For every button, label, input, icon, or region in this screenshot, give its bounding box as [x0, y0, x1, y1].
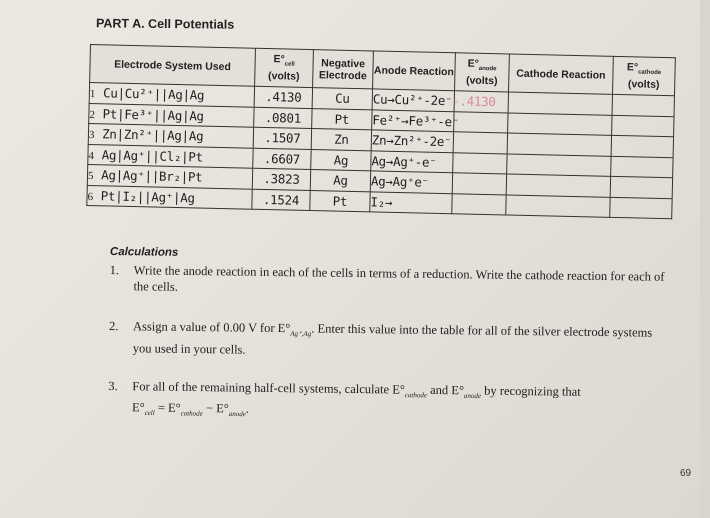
negative-electrode-5: Ag — [310, 170, 370, 192]
header-e-anode-sub: anode — [478, 65, 497, 73]
header-e-anode-unit: (volts) — [465, 74, 498, 88]
anode-pink-note-1: -.4130 — [452, 93, 496, 110]
cell-potentials-table-area — [87, 44, 710, 210]
item-3-number: 3. — [108, 378, 118, 393]
negative-electrode-6: Pt — [310, 190, 370, 212]
row-number-2: 2 — [89, 108, 95, 121]
cell-potentials-table — [86, 44, 676, 219]
equation-equals: = E° — [154, 400, 181, 415]
e-anode-value-6 — [452, 193, 506, 215]
header-e-cell-symbol: E° — [273, 53, 285, 66]
header-e-cell-sub: cell — [284, 61, 295, 68]
header-e-cell — [255, 48, 314, 87]
header-anode-reaction: Anode Reaction — [373, 51, 456, 91]
header-e-cell-unit: (volts) — [267, 70, 300, 83]
cathode-reaction-4 — [507, 153, 611, 176]
cell-system-6 — [87, 185, 252, 209]
cathode-reaction-3 — [507, 133, 611, 156]
item-1-number: 1. — [109, 262, 120, 278]
calculation-item-2 — [109, 318, 669, 362]
header-e-cathode-sub: cathode — [638, 69, 662, 77]
anode-reaction-6: I₂→ — [370, 191, 452, 213]
item-3-sub-cathode: cathode — [404, 390, 428, 399]
header-e-cathode-unit: (volts) — [627, 78, 660, 91]
e-cathode-value-3 — [611, 135, 673, 157]
page-number: 69 — [680, 468, 692, 479]
anode-reaction-5: Ag→Ag⁺e⁻ — [370, 171, 452, 193]
anode-reaction-4: Ag→Ag⁺-e⁻ — [371, 150, 453, 172]
e-cell-value-1: .4130 — [254, 86, 312, 108]
calculation-item-1 — [109, 262, 669, 301]
cathode-reaction-2 — [508, 113, 612, 136]
item-2-text-a: Assign a value of 0.00 V for E° — [132, 319, 291, 336]
item-1-text: Write the anode reaction in each of the cells in terms of a reduction. Write the cathode reaction for each of the cells. — [133, 263, 665, 294]
equation-sub-cathode: cathode — [180, 409, 203, 418]
item-3-text-a: For all of the remaining half-cell systems, calculate E° — [132, 378, 405, 397]
system-value-5: Ag|Ag⁺||Br₂|Pt — [101, 167, 203, 185]
system-value-3: Zn|Zn²⁺||Ag|Ag — [101, 126, 204, 144]
row-number-6: 6 — [87, 190, 93, 203]
e-anode-value-3 — [453, 132, 507, 154]
row-number-1: 1 — [89, 88, 96, 101]
header-electrode-system: Electrode System Used — [90, 45, 256, 87]
negative-electrode-3: Zn — [311, 129, 371, 151]
e-cathode-value-5 — [610, 176, 672, 198]
e-cell-value-5: .3823 — [252, 168, 310, 190]
negative-electrode-2: Pt — [312, 108, 372, 130]
header-e-anode — [455, 53, 510, 92]
e-cathode-value-2 — [612, 115, 674, 137]
calculations-section — [108, 246, 670, 427]
e-cell-value-2: .0801 — [254, 107, 312, 129]
e-cell-value-4: .6607 — [253, 148, 311, 170]
system-value-4: Ag|Ag⁺||Cl₂|Pt — [101, 147, 204, 165]
anode-reaction-2: Fe²⁺→Fe³⁺-e⁻ — [372, 109, 454, 131]
system-value-1: Cu|Cu²⁺||Ag|Ag — [102, 85, 205, 103]
negative-electrode-1: Cu — [312, 88, 372, 110]
item-2-sub: Ag⁺,Ag — [290, 329, 312, 338]
equation-sub-cell: cell — [144, 408, 155, 418]
e-cell-value-3: .1507 — [253, 127, 311, 149]
header-e-cathode — [612, 56, 675, 95]
part-title: PART A. Cell Potentials — [95, 16, 235, 32]
e-anode-value-2 — [454, 111, 508, 133]
e-cathode-value-6 — [610, 197, 672, 219]
anode-reaction-3: Zn→Zn²⁺-2e⁻ — [371, 130, 453, 152]
item-3-text-b: by recognizing that — [481, 383, 581, 399]
anode-reaction-text-1: Cu→Cu²⁺-2e⁻ — [372, 91, 453, 109]
e-cathode-value-1 — [612, 94, 674, 116]
equation-e-cell: E° — [131, 400, 145, 415]
e-anode-value-4 — [453, 152, 507, 174]
header-negative-electrode: Negative Electrode — [313, 50, 374, 89]
e-cathode-value-4 — [611, 156, 673, 178]
header-cathode-reaction: Cathode Reaction — [509, 54, 614, 94]
equation-sub-anode: anode — [228, 409, 246, 419]
row-number-4: 4 — [88, 149, 94, 162]
negative-electrode-4: Ag — [311, 149, 371, 171]
calculation-item-3 — [108, 377, 668, 427]
item-2-text-b: . Enter this value into the table for all of the silver electrode systems you used in your cells. — [132, 321, 653, 357]
e-anode-value-5 — [452, 173, 506, 195]
header-e-cathode-symbol: E° — [626, 61, 639, 74]
system-value-2: Pt|Fe³⁺||Ag|Ag — [102, 106, 204, 124]
e-cell-value-6: .1524 — [252, 189, 310, 211]
item-3-and: and E° — [426, 382, 465, 397]
calculations-title: Calculations — [109, 246, 179, 259]
header-e-anode-symbol: E° — [467, 57, 480, 70]
cathode-reaction-5 — [506, 174, 610, 197]
equation-minus: − E° — [202, 401, 229, 416]
equation-end: . — [245, 401, 250, 416]
row-number-3: 3 — [88, 129, 95, 142]
item-2-number: 2. — [108, 318, 119, 334]
anode-reaction-1 — [372, 89, 496, 111]
item-3-sub-anode: anode — [463, 391, 482, 400]
cathode-reaction-1 — [508, 92, 612, 115]
system-value-6: Pt|I₂||Ag⁺|Ag — [100, 188, 195, 206]
row-number-5: 5 — [87, 170, 94, 183]
cathode-reaction-6 — [506, 194, 610, 217]
